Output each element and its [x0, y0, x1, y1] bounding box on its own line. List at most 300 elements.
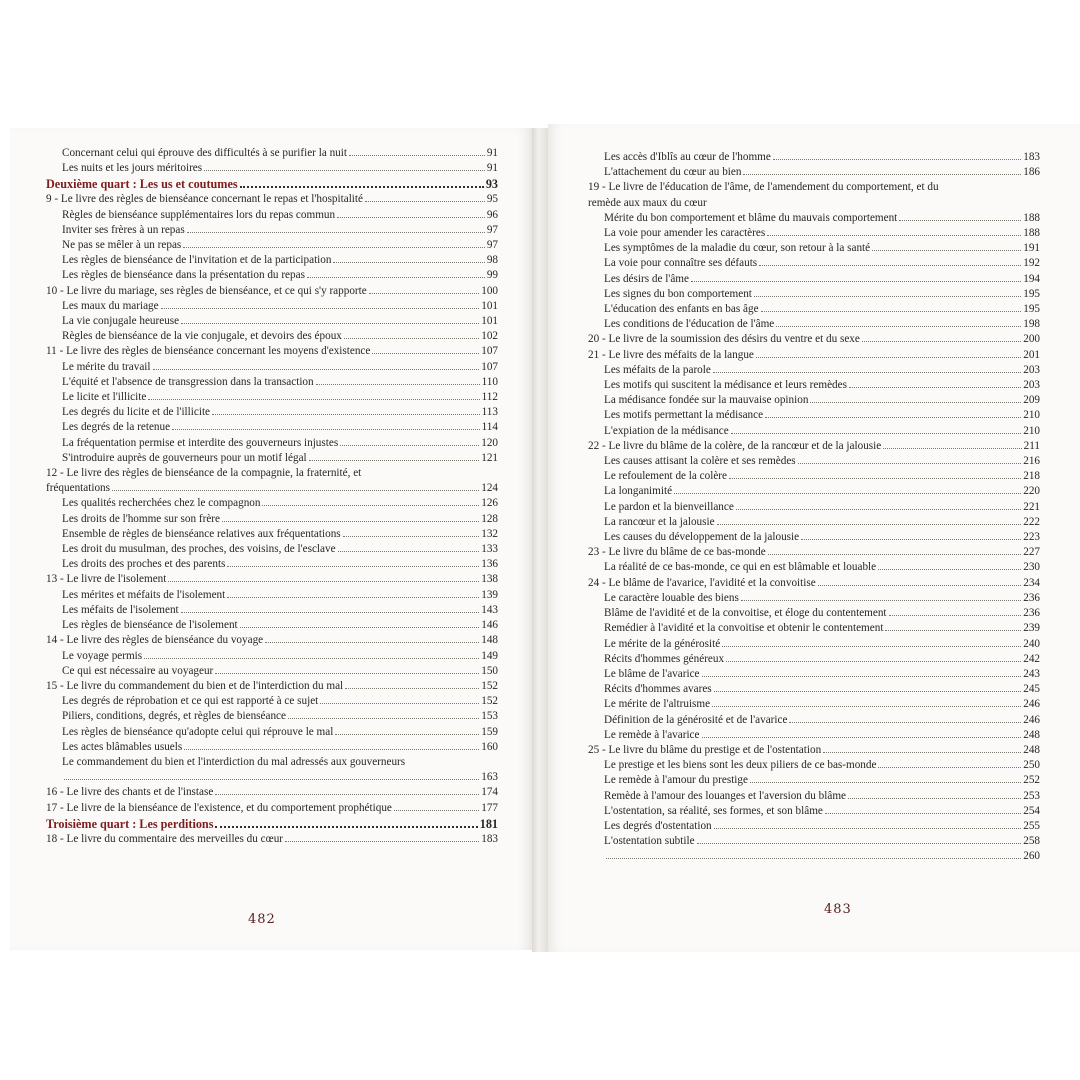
- toc-page-number: 149: [481, 649, 498, 662]
- toc-entry: [46, 436, 498, 451]
- toc-entry-title: Règles de bienséance supplémentaires lors du repas commun: [62, 208, 336, 221]
- toc-entry-title: 16 - Le livre des chants et de l'instase: [46, 786, 214, 799]
- dot-leader: [818, 585, 1022, 586]
- toc-page-number: 139: [481, 588, 498, 601]
- toc-entry-title: Remède à l'amour des louanges et l'aversion du blâme: [604, 789, 847, 802]
- toc-entry: [588, 500, 1040, 515]
- toc-entry: [46, 420, 498, 435]
- toc-page-number: 222: [1023, 515, 1040, 528]
- toc-entry-title: 13 - Le livre de l'isolement: [46, 573, 167, 586]
- toc-entry-title: Le licite et l'illicite: [62, 391, 147, 404]
- toc-entry: [46, 527, 498, 542]
- toc-entry-title: La fréquentation permise et interdite des gouverneurs injustes: [62, 436, 339, 449]
- toc-page-number: 163: [481, 771, 498, 784]
- toc-page-number: 126: [481, 497, 498, 510]
- toc-entry: [588, 789, 1040, 804]
- dot-leader: [215, 673, 479, 674]
- dot-leader: [337, 217, 485, 218]
- toc-entry-title: Récits d'hommes généreux: [604, 652, 725, 665]
- toc-entry-title: Les degrés de réprobation et ce qui est rapporté à ce sujet: [62, 695, 319, 708]
- dot-leader: [184, 749, 479, 750]
- dot-leader: [340, 445, 479, 446]
- toc-entry-title: 17 - Le livre de la bienséance de l'existence, et du comportement prophétique: [46, 801, 392, 814]
- toc-entry: [588, 819, 1040, 834]
- dot-leader: [227, 597, 479, 598]
- page-number: 483: [824, 902, 852, 917]
- toc-entry-title: Les règles de bienséance dans la présentation du repas: [62, 269, 305, 282]
- dot-leader: [773, 159, 1021, 160]
- toc-entry-title: Le caractère louable des biens: [604, 591, 739, 604]
- toc-entry-title: L'équité et l'absence de transgression dans la transaction: [62, 375, 314, 388]
- dot-leader: [161, 308, 480, 309]
- toc-page-number: 153: [481, 710, 498, 723]
- dot-leader: [265, 642, 479, 643]
- toc-page-number: 133: [481, 543, 498, 556]
- toc-entry: [588, 576, 1040, 591]
- toc-page-number: 93: [485, 177, 498, 192]
- toc-entry: [588, 180, 1040, 195]
- toc-page-number: 136: [481, 558, 498, 571]
- toc-entry-title: Concernant celui qui éprouve des difficultés à se purifier la nuit: [62, 147, 347, 159]
- toc-entry-title: Les causes du développement de la jalousie: [604, 531, 800, 544]
- toc-page-number: 100: [481, 284, 498, 297]
- toc-entry: [588, 363, 1040, 378]
- toc-page-number: 113: [481, 406, 498, 419]
- toc-entry-title: L'ostentation subtile: [604, 835, 695, 848]
- toc-page-number: 97: [486, 239, 498, 252]
- dot-leader: [344, 338, 479, 339]
- toc-page-number: 209: [1023, 394, 1040, 407]
- dot-leader: [714, 828, 1022, 829]
- toc-entry: [46, 496, 498, 511]
- toc-entry-title: 12 - Le livre des règles de bienséance de la compagnie, la fraternité, et: [46, 467, 362, 480]
- toc-page-number: 160: [481, 740, 498, 753]
- toc-entry-title: La vie conjugale heureuse: [62, 315, 180, 328]
- toc-page-number: 210: [1023, 424, 1040, 437]
- toc-entry-title: La voie pour connaître ses défauts: [604, 257, 758, 270]
- toc-entry: [46, 709, 498, 724]
- toc-entry: [46, 572, 498, 587]
- toc-entry-title: Les conditions de l'éducation de l'âme: [604, 318, 775, 331]
- toc-entry-title: Les degrés du licite et de l'illicite: [62, 406, 211, 419]
- toc-entry: [46, 725, 498, 740]
- dot-leader: [338, 551, 480, 552]
- toc-page-number: 146: [481, 619, 498, 632]
- toc-entry-title: Les droits de l'homme sur son frère: [62, 512, 220, 525]
- toc-page-number: 152: [481, 679, 498, 692]
- dot-leader: [144, 658, 479, 659]
- page-number: 482: [248, 912, 276, 927]
- toc-entry: [588, 743, 1040, 758]
- dot-leader: [343, 536, 480, 537]
- toc-entry: [588, 211, 1040, 226]
- toc-entry-title: Les droits des proches et des parents: [62, 558, 226, 571]
- toc-page-number: 186: [1023, 166, 1040, 179]
- toc-entry-title: Les degrés d'ostentation: [604, 819, 712, 832]
- toc-entry-title: Le mérite de la générosité: [604, 637, 721, 650]
- dot-leader: [754, 296, 1021, 297]
- toc-entry: [588, 317, 1040, 332]
- toc-entry: [588, 834, 1040, 849]
- toc-page-number: 243: [1023, 667, 1040, 680]
- toc-entry-title: Les qualités recherchées chez le compagnon: [62, 497, 261, 510]
- toc-page-number: 99: [486, 269, 498, 282]
- toc-entry: [588, 621, 1040, 636]
- toc-entry-title: Les méfaits de l'isolement: [62, 603, 179, 616]
- toc-page-number: 223: [1023, 531, 1040, 544]
- toc-entry: [46, 603, 498, 618]
- book-gutter: [532, 128, 548, 952]
- table-of-contents-right: [588, 150, 1040, 865]
- dot-leader: [899, 220, 1021, 221]
- toc-entry-title: L'ostentation, sa réalité, ses formes, et son blâme: [604, 804, 823, 817]
- toc-page-number: 248: [1023, 743, 1040, 756]
- toc-entry-title: Blâme de l'avidité et de la convoitise, et éloge du contentement: [604, 607, 887, 620]
- toc-entry-title: Récits d'hommes avares: [604, 683, 712, 696]
- toc-entry: [588, 196, 1040, 211]
- toc-entry: [46, 664, 498, 679]
- dot-leader: [801, 539, 1021, 540]
- table-of-contents-left: [46, 146, 498, 847]
- toc-page-number: 96: [486, 208, 498, 221]
- left-page: [10, 128, 532, 950]
- toc-entry: [588, 226, 1040, 241]
- toc-entry-title: 20 - Le livre de la soumission des désirs du ventre et du sexe: [588, 333, 860, 346]
- dot-leader: [848, 798, 1021, 799]
- toc-entry: [46, 344, 498, 359]
- dot-leader: [153, 369, 480, 370]
- toc-entry: [588, 241, 1040, 256]
- dot-leader: [240, 186, 484, 188]
- toc-entry: [46, 360, 498, 375]
- toc-entry: [588, 378, 1040, 393]
- dot-leader: [767, 235, 1021, 236]
- toc-page-number: 239: [1023, 622, 1040, 635]
- toc-entry-title: Le mérite du travail: [62, 360, 151, 373]
- toc-entry: [46, 512, 498, 527]
- dot-leader: [335, 734, 479, 735]
- toc-entry-title: 24 - Le blâme de l'avarice, l'avidité et la convoitise: [588, 576, 816, 589]
- dot-leader: [878, 767, 1021, 768]
- toc-page-number: 150: [481, 664, 498, 677]
- toc-entry-title: 10 - Le livre du mariage, ses règles de bienséance, et ce qui s'y rapporte: [46, 284, 367, 297]
- dot-leader: [765, 417, 1021, 418]
- toc-page-number: 91: [486, 147, 498, 159]
- toc-entry-title: 11 - Le livre des règles de bienséance concernant les moyens d'existence: [46, 345, 371, 358]
- toc-entry-title: Les actes blâmables usuels: [62, 740, 183, 753]
- toc-entry: [46, 405, 498, 420]
- toc-entry: [588, 560, 1040, 575]
- dot-leader: [181, 612, 480, 613]
- toc-entry: [588, 469, 1040, 484]
- toc-page-number: 198: [1023, 318, 1040, 331]
- toc-entry-title: Piliers, conditions, degrés, et règles de bienséance: [62, 710, 286, 723]
- toc-entry-title: Deuxième quart : Les us et coutumes: [46, 177, 238, 192]
- toc-entry: [46, 618, 498, 633]
- toc-entry: [46, 481, 498, 496]
- toc-entry-title: Les règles de bienséance qu'adopte celui qui réprouve le mal: [62, 725, 334, 738]
- toc-entry-title: Le mérite de l'altruisme: [604, 698, 711, 711]
- toc-entry-title: Règles de bienséance de la vie conjugale, et devoirs des époux: [62, 330, 342, 343]
- toc-entry: [46, 679, 498, 694]
- toc-entry-title: Les accès d'Iblîs au cœur de l'homme: [604, 151, 771, 163]
- toc-entry: [46, 770, 498, 785]
- dot-leader: [776, 326, 1021, 327]
- dot-leader: [810, 402, 1021, 403]
- dot-leader: [183, 247, 485, 248]
- toc-entry: [46, 588, 498, 603]
- toc-entry: [588, 713, 1040, 728]
- toc-page-number: 246: [1023, 713, 1040, 726]
- toc-entry: [46, 146, 498, 161]
- dot-leader: [789, 722, 1021, 723]
- toc-entry: [46, 451, 498, 466]
- dot-leader: [288, 718, 479, 719]
- dot-leader: [215, 826, 477, 828]
- toc-entry-title: 25 - Le livre du blâme du prestige et de l'ostentation: [588, 743, 822, 756]
- toc-page-number: 246: [1023, 698, 1040, 711]
- toc-page-number: 242: [1023, 652, 1040, 665]
- toc-page-number: 230: [1023, 561, 1040, 574]
- toc-entry: [46, 557, 498, 572]
- dot-leader: [729, 478, 1021, 479]
- dot-leader: [309, 460, 480, 461]
- dot-leader: [750, 782, 1021, 783]
- toc-entry: [46, 785, 498, 800]
- dot-leader: [743, 174, 1021, 175]
- toc-page-number: 177: [481, 801, 498, 814]
- toc-page-number: 159: [481, 725, 498, 738]
- toc-page-number: 227: [1023, 546, 1040, 559]
- dot-leader: [712, 706, 1021, 707]
- toc-page-number: 183: [481, 832, 498, 845]
- toc-entry: [588, 545, 1040, 560]
- toc-entry: [588, 530, 1040, 545]
- toc-entry-title: La réalité de ce bas-monde, ce qui en est blâmable et louable: [604, 561, 877, 574]
- toc-entry-title: Les règles de bienséance de l'invitation et de la participation: [62, 254, 332, 267]
- dot-leader: [849, 387, 1021, 388]
- toc-page-number: 121: [481, 451, 498, 464]
- toc-entry-title: Ensemble de règles de bienséance relatives aux fréquentations: [62, 527, 341, 540]
- dot-leader: [825, 813, 1021, 814]
- dot-leader: [394, 810, 479, 811]
- toc-entry-title: Ne pas se mêler à un repas: [62, 239, 182, 252]
- toc-page-number: 91: [486, 162, 498, 175]
- toc-entry-title: Remédier à l'avidité et la convoitise et obtenir le contentement: [604, 622, 884, 635]
- toc-entry: [588, 606, 1040, 621]
- toc-page-number: 97: [486, 223, 498, 236]
- toc-page-number: 250: [1023, 759, 1040, 772]
- dot-leader: [872, 250, 1021, 251]
- dot-leader: [112, 490, 479, 491]
- dot-leader: [187, 232, 485, 233]
- toc-entry-title: Le pardon et la bienveillance: [604, 500, 734, 513]
- toc-page-number: 110: [481, 375, 498, 388]
- dot-leader: [691, 281, 1021, 282]
- toc-page-number: 210: [1023, 409, 1040, 422]
- dot-leader: [168, 581, 479, 582]
- dot-leader: [262, 505, 479, 506]
- right-page: [548, 124, 1080, 952]
- toc-entry-title: La médisance fondée sur la mauvaise opinion: [604, 394, 809, 407]
- toc-entry-title: Les signes du bon comportement: [604, 287, 752, 300]
- dot-leader: [316, 384, 480, 385]
- toc-page-number: 252: [1023, 774, 1040, 787]
- toc-page-number: 220: [1023, 485, 1040, 498]
- toc-page-number: 203: [1023, 379, 1040, 392]
- toc-entry-title: L'expiation de la médisance: [604, 424, 729, 437]
- toc-entry: [46, 466, 498, 481]
- toc-page-number: 128: [481, 512, 498, 525]
- dot-leader: [365, 201, 485, 202]
- toc-entry-title: Le refoulement de la colère: [604, 470, 727, 483]
- toc-page-number: 258: [1023, 835, 1040, 848]
- toc-entry: [46, 740, 498, 755]
- toc-entry: [588, 408, 1040, 423]
- toc-page-number: 211: [1023, 439, 1040, 452]
- dot-leader: [756, 357, 1021, 358]
- toc-page-number: 236: [1023, 591, 1040, 604]
- toc-entry-title: Les motifs qui suscitent la médisance et leurs remèdes: [604, 379, 847, 392]
- toc-entry: [588, 348, 1040, 363]
- dot-leader: [714, 691, 1022, 692]
- toc-entry: [588, 287, 1040, 302]
- toc-page-number: 236: [1023, 607, 1040, 620]
- toc-entry-title: Les règles de bienséance de l'isolement: [62, 619, 238, 632]
- toc-entry-title: 21 - Le livre des méfaits de la langue: [588, 348, 754, 361]
- toc-entry-title: Le prestige et les biens sont les deux piliers de ce bas-monde: [604, 759, 877, 772]
- toc-entry-title: remède aux maux du cœur: [588, 196, 707, 209]
- toc-entry-title: La voie pour amender les caractères: [604, 227, 766, 240]
- toc-entry: [588, 682, 1040, 697]
- dot-leader: [212, 414, 480, 415]
- toc-entry-title: Les causes attisant la colère et ses remèdes: [604, 455, 796, 468]
- toc-page-number: 152: [481, 695, 498, 708]
- dot-leader: [878, 569, 1021, 570]
- toc-page-number: 101: [481, 299, 498, 312]
- toc-entry: [588, 728, 1040, 743]
- toc-page-number: 255: [1023, 819, 1040, 832]
- toc-entry-title: Les désirs de l'âme: [604, 272, 689, 285]
- dot-leader: [885, 630, 1021, 631]
- dot-leader: [345, 688, 479, 689]
- toc-page-number: 148: [481, 634, 498, 647]
- toc-entry: [588, 424, 1040, 439]
- toc-entry: [588, 697, 1040, 712]
- dot-leader: [883, 448, 1021, 449]
- toc-entry: [46, 832, 498, 847]
- dot-leader: [240, 627, 480, 628]
- dot-leader: [862, 341, 1021, 342]
- toc-entry-title: Définition de la générosité et de l'avarice: [604, 713, 788, 726]
- toc-page-number: 188: [1023, 211, 1040, 224]
- dot-leader: [148, 399, 479, 400]
- dot-leader: [606, 858, 1021, 859]
- toc-entry: [46, 268, 498, 283]
- dot-leader: [713, 372, 1021, 373]
- toc-entry: [46, 801, 498, 816]
- toc-entry: [46, 208, 498, 223]
- toc-page-number: 132: [481, 527, 498, 540]
- dot-leader: [759, 265, 1021, 266]
- toc-entry: [588, 849, 1040, 864]
- toc-entry: [588, 637, 1040, 652]
- toc-page-number: 194: [1023, 272, 1040, 285]
- toc-entry: [46, 375, 498, 390]
- toc-entry-title: 18 - Le livre du commentaire des merveilles du cœur: [46, 832, 284, 845]
- dot-leader: [823, 752, 1021, 753]
- toc-entry: [588, 591, 1040, 606]
- toc-section-heading: [46, 816, 498, 832]
- dot-leader: [285, 841, 479, 842]
- toc-page-number: 254: [1023, 804, 1040, 817]
- toc-page-number: 188: [1023, 227, 1040, 240]
- toc-entry-title: Les nuits et les jours méritoires: [62, 162, 203, 175]
- dot-leader: [222, 521, 479, 522]
- dot-leader: [702, 676, 1022, 677]
- toc-entry: [46, 223, 498, 238]
- toc-entry-title: Les degrés de la retenue: [62, 421, 171, 434]
- dot-leader: [717, 524, 1022, 525]
- dot-leader: [215, 794, 479, 795]
- dot-leader: [349, 155, 485, 156]
- toc-entry: [46, 329, 498, 344]
- toc-entry: [46, 253, 498, 268]
- toc-entry: [588, 454, 1040, 469]
- toc-page-number: 98: [486, 254, 498, 267]
- toc-page-number: 248: [1023, 728, 1040, 741]
- toc-entry: [588, 652, 1040, 667]
- dot-leader: [307, 277, 485, 278]
- dot-leader: [731, 433, 1022, 434]
- toc-entry-title: Les symptômes de la maladie du cœur, son retour à la santé: [604, 242, 871, 255]
- toc-page-number: 216: [1023, 455, 1040, 468]
- toc-page-number: 234: [1023, 576, 1040, 589]
- toc-page-number: 107: [481, 360, 498, 373]
- toc-entry-title: L'attachement du cœur au bien: [604, 166, 742, 179]
- toc-entry: [46, 299, 498, 314]
- toc-section-heading: [46, 176, 498, 192]
- dot-leader: [333, 262, 484, 263]
- dot-leader: [798, 463, 1022, 464]
- toc-entry-title: Troisième quart : Les perditions: [46, 816, 214, 831]
- dot-leader: [741, 600, 1021, 601]
- toc-page-number: 120: [481, 436, 498, 449]
- toc-entry-title: Le blâme de l'avarice: [604, 667, 700, 680]
- dot-leader: [761, 311, 1022, 312]
- toc-page-number: 102: [481, 330, 498, 343]
- toc-entry: [588, 332, 1040, 347]
- toc-page-number: 114: [481, 421, 498, 434]
- toc-entry: [588, 302, 1040, 317]
- dot-leader: [172, 429, 480, 430]
- toc-entry-title: Les motifs permettant la médisance: [604, 409, 764, 422]
- toc-entry-title: 15 - Le livre du commandement du bien et de l'interdiction du mal: [46, 679, 344, 692]
- dot-leader: [227, 566, 479, 567]
- toc-entry: [46, 649, 498, 664]
- toc-page-number: 195: [1023, 287, 1040, 300]
- toc-page-number: 138: [481, 573, 498, 586]
- toc-page-number: 191: [1023, 242, 1040, 255]
- toc-entry: [46, 314, 498, 329]
- toc-entry: [588, 515, 1040, 530]
- toc-entry-title: Le voyage permis: [62, 649, 143, 662]
- dot-leader: [369, 293, 479, 294]
- toc-entry-title: L'éducation des enfants en bas âge: [604, 303, 759, 316]
- toc-entry: [588, 773, 1040, 788]
- dot-leader: [204, 170, 485, 171]
- toc-entry-title: Le commandement du bien et l'interdiction du mal adressés aux gouverneurs: [62, 755, 406, 768]
